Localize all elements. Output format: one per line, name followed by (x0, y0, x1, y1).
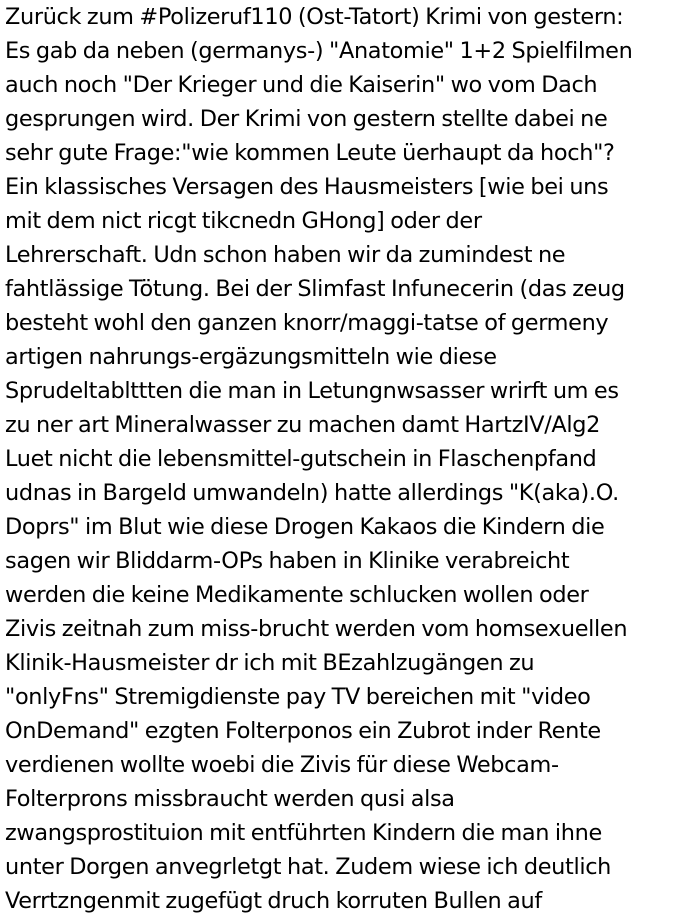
text-line: gesprungen wird. Der Krimi von gestern stellte dabei ne (5, 106, 608, 132)
text-line: OnDemand" ezgten Folterponos ein Zubrot inder Rente (5, 718, 601, 744)
text-line: sagen wir Bliddarm-OPs haben in Klinike verabreicht (5, 548, 570, 574)
text-line: Es gab da neben (germanys-) "Anatomie" 1+2 Spielfilmen (5, 38, 633, 64)
text-line: mit dem nict ricgt tikcnedn GHong] oder der (5, 208, 482, 234)
document-body (5, 0, 684, 920)
text-line: unter Dorgen anvegrletgt hat. Zudem wiese ich deutlich (5, 854, 612, 880)
text-line: Doprs" im Blut wie diese Drogen Kakaos die Kindern die (5, 514, 605, 540)
text-line: besteht wohl den ganzen knorr/maggi-tatse of germeny (5, 310, 609, 336)
text-line: zwangsprostituion mit entführten Kindern die man ihne (5, 820, 602, 846)
text-line: sehr gute Frage:"wie kommen Leute üerhaupt da hoch"? (5, 140, 615, 166)
text-line: Sprudeltablttten die man in Letungnwsasser wrirft um es (5, 378, 619, 404)
text-line: Ein klassisches Versagen des Hausmeisters [wie bei uns (5, 174, 609, 200)
text-line: verdienen wollte woebi die Zivis für diese Webcam- (5, 752, 559, 778)
text-line: zu ner art Mineralwasser zu machen damt HartzIV/Alg2 (5, 412, 601, 438)
text-line: Verrtzngenmit zugefügt druch korruten Bullen auf (5, 888, 542, 914)
text-line: Zurück zum #Polizeruf110 (Ost-Tatort) Krimi von gestern: (5, 4, 624, 30)
text-line: artigen nahrungs-ergäzungsmitteln wie diese (5, 344, 497, 370)
text-line: "onlyFns" Stremigdienste pay TV bereichen mit "video (5, 684, 591, 710)
text-line: Klinik-Hausmeister dr ich mit BEzahlzugängen zu (5, 650, 535, 676)
text-line: werden die keine Medikamente schlucken wollen oder (5, 582, 589, 608)
text-line: Lehrerschaft. Udn schon haben wir da zumindest ne (5, 242, 566, 268)
text-line: Zivis zeitnah zum miss-brucht werden vom homsexuellen (5, 616, 628, 642)
text-line: auch noch "Der Krieger und die Kaiserin" wo vom Dach (5, 72, 598, 98)
text-line: udnas in Bargeld umwandeln) hatte allerdings "K(aka).O. (5, 480, 619, 506)
text-line: Folterprons missbraucht werden qusi alsa (5, 786, 455, 812)
text-line: fahtlässige Tötung. Bei der Slimfast Infunecerin (das zeug (5, 276, 625, 302)
text-line: Luet nicht die lebensmittel-gutschein in Flaschenpfand (5, 446, 597, 472)
